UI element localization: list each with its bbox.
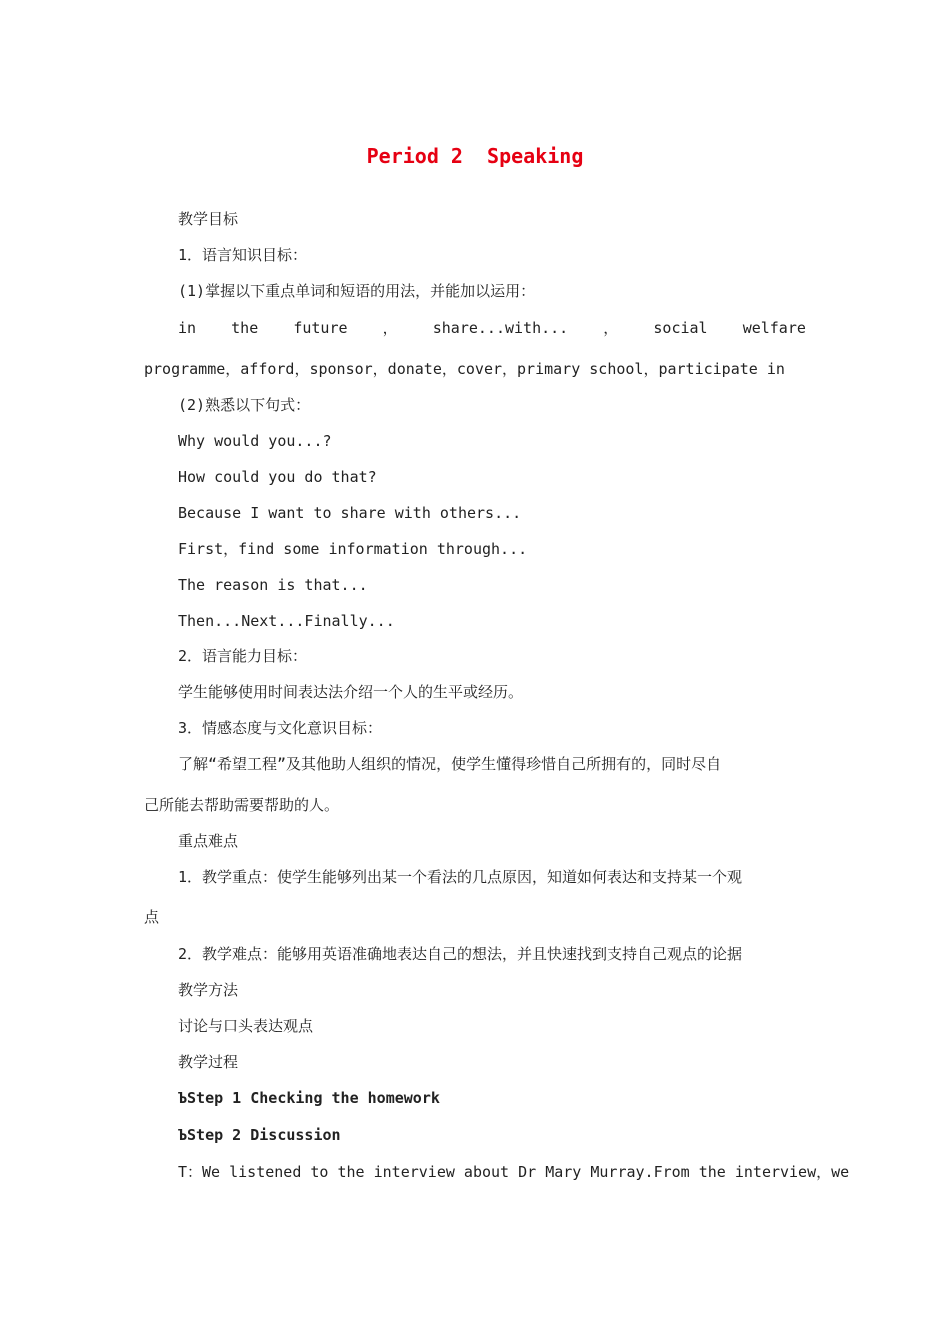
objective-1-heading: 1．语言知识目标： <box>178 246 308 264</box>
process-heading: 教学过程 <box>178 1053 239 1071</box>
vocab-word: ， <box>603 319 619 337</box>
pattern-line: Because I want to share with others... <box>178 504 522 522</box>
teacher-line: T：We listened to the interview about Dr Mary Murray.From the interview，we <box>178 1163 850 1181</box>
objective-1-1: (1)掌握以下重点单词和短语的用法，并能加以运用： <box>178 282 536 300</box>
objective-3-text-line-2: 己所能去帮助需要帮助的人。 <box>144 796 340 814</box>
vocab-word: share...with... <box>432 319 569 337</box>
step-2-heading: ЪStep 2 Discussion <box>178 1126 341 1144</box>
pattern-line: Then...Next...Finally... <box>178 612 395 630</box>
vocab-row-2: programme，afford，sponsor，donate，cover，primary school，participate in <box>144 360 785 378</box>
key-point-1-line-2: 点 <box>144 908 160 926</box>
method-heading: 教学方法 <box>178 981 239 999</box>
vocab-word: the <box>231 319 259 337</box>
method-text: 讨论与口头表达观点 <box>178 1017 314 1035</box>
objective-1-2: (2)熟悉以下句式： <box>178 396 311 414</box>
page-title: Period 2 Speaking <box>366 144 584 168</box>
step-1-heading: ЪStep 1 Checking the homework <box>178 1089 440 1107</box>
vocab-word: future <box>293 319 348 337</box>
pattern-line: How could you do that? <box>178 468 377 486</box>
objective-2-heading: 2．语言能力目标： <box>178 647 308 665</box>
pattern-line: First，find some information through... <box>178 540 528 558</box>
vocab-word: in <box>178 319 197 337</box>
objective-3-heading: 3．情感态度与文化意识目标： <box>178 719 383 737</box>
vocab-row-1 <box>178 318 806 338</box>
objectives-heading: 教学目标 <box>178 210 239 228</box>
key-point-2: 2．教学难点：能够用英语准确地表达自己的想法，并且快速找到支持自己观点的论据 <box>178 945 743 963</box>
key-point-1-line-1: 1．教学重点：使学生能够列出某一个看法的几点原因，知道如何表达和支持某一个观 <box>178 868 743 886</box>
vocab-word: ， <box>382 319 398 337</box>
key-points-heading: 重点难点 <box>178 832 239 850</box>
vocab-word: social <box>653 319 708 337</box>
pattern-line: Why would you...? <box>178 432 332 450</box>
pattern-line: The reason is that... <box>178 576 368 594</box>
objective-3-text-line-1: 了解“希望工程”及其他助人组织的情况，使学生懂得珍惜自己所拥有的，同时尽自 <box>178 755 722 773</box>
vocab-word: welfare <box>742 319 806 337</box>
objective-2-text: 学生能够使用时间表达法介绍一个人的生平或经历。 <box>178 683 524 701</box>
